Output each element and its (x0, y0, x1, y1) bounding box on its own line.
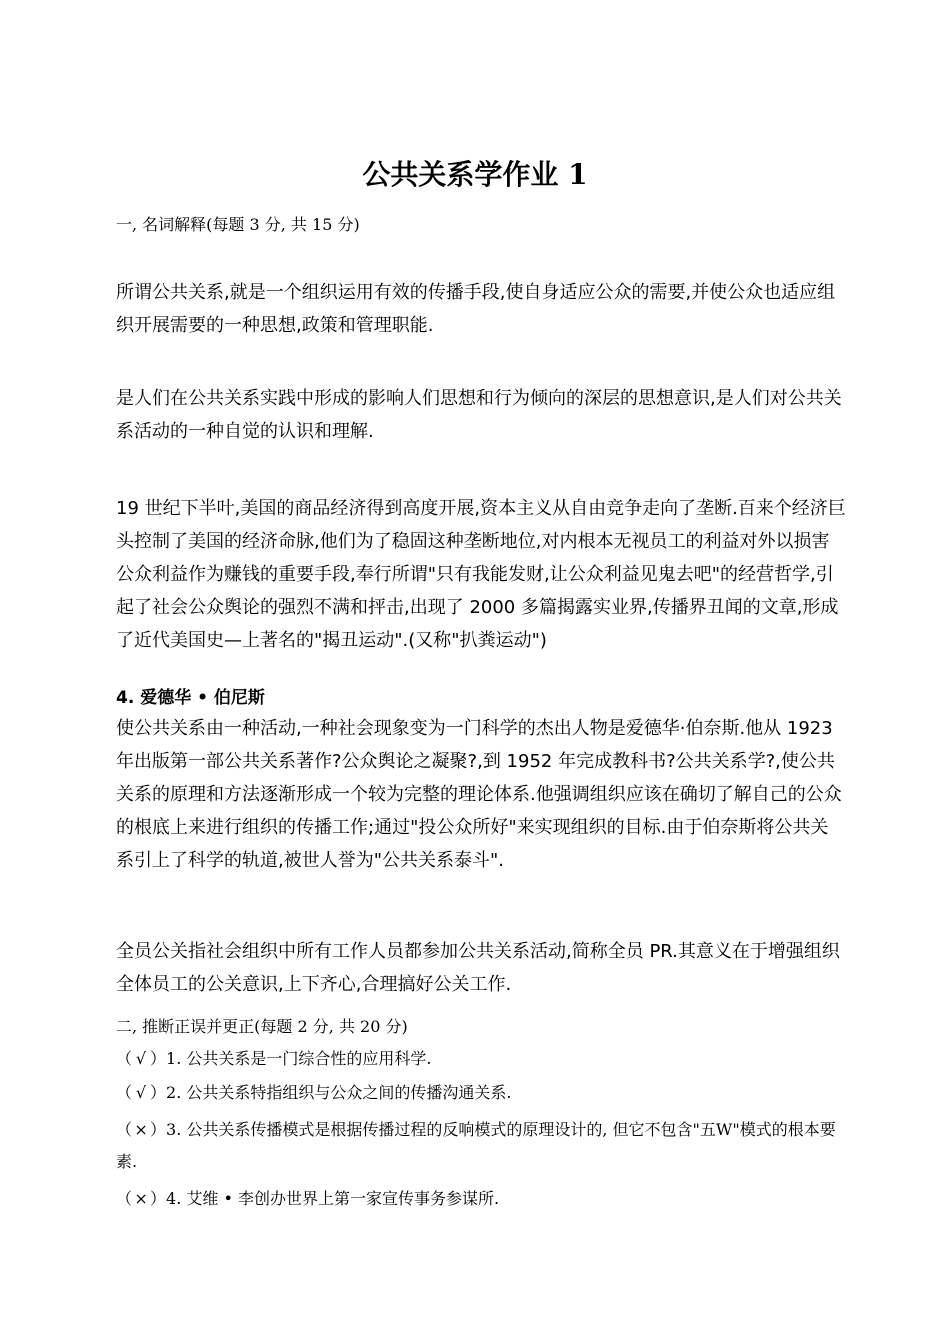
definition-paragraph-2: 是人们在公共关系实践中形成的影响人们思想和行为倾向的深层的思想意识,是人们对公共关系活动的一种自觉的认识和理解. (116, 388, 842, 442)
true-false-item-4 (116, 1183, 846, 1215)
definition-heading-4: 4. 爱德华 • 伯尼斯 (116, 688, 265, 708)
close-paren: ） (150, 1049, 167, 1068)
document-title: 公共关系学作业 1 (362, 158, 588, 191)
open-paren: （ (116, 1189, 133, 1208)
cross-mark-icon: × (134, 1120, 148, 1139)
open-paren: （ (116, 1120, 133, 1139)
section-heading-true-false: 二, 推断正误并更正(每题 2 分, 共 20 分) (116, 1017, 408, 1036)
true-false-statement: 2. 公共关系特指组织与公众之间的传播沟通关系. (166, 1083, 512, 1102)
open-paren: （ (116, 1083, 133, 1102)
true-false-statement: 3. 公共关系传播模式是根据传播过程的反响模式的原理设计的, 但它不包含"五W"模式的根本要素. (116, 1120, 836, 1171)
definition-paragraph-4: 使公共关系由一种活动,一种社会现象变为一门科学的杰出人物是爱德华·伯奈斯.他从 1923 年出版第一部公共关系著作?公众舆论之凝聚?,到 1952 年完成教科书?公共关系学?,使公共关系的原理和方法逐渐形成一个较为完整的理论体系.他强调组织应该在确切了解自己的公众的根底上来进行组织的传播工作;通过"投公众所好"来实现组织的目标.由于伯奈斯将公共关系引上了科学的轨道,被世人誉为"公共关系泰斗". (116, 718, 842, 871)
definition-paragraph-5: 全员公关指社会组织中所有工作人员都参加公共关系活动,简称全员 PR.其意义在于增强组织全体员工的公关意识,上下齐心,合理搞好公关工作. (116, 941, 840, 995)
close-paren: ） (150, 1120, 167, 1139)
true-false-item-3 (116, 1114, 846, 1178)
close-paren: ） (150, 1189, 167, 1208)
section-heading-definitions: 一, 名词解释(每题 3 分, 共 15 分) (116, 215, 360, 234)
check-mark-icon: √ (135, 1083, 147, 1102)
definition-paragraph-3: 19 世纪下半叶,美国的商品经济得到高度开展,资本主义从自由竞争走向了垄断.百来个经济巨头控制了美国的经济命脉,他们为了稳固这种垄断地位,对内根本无视员工的利益对外以损害公众利益作为赚钱的重要手段,奉行所谓"只有我能发财,让公众利益见鬼去吧"的经营哲学,引起了社会公众舆论的强烈不满和抨击,出现了 2000 多篇揭露实业界,传播界丑闻的文章,形成了近代美国史—上著名的"揭丑运动".(又称"扒粪运动") (116, 498, 846, 651)
true-false-statement: 1. 公共关系是一门综合性的应用科学. (166, 1049, 432, 1068)
true-false-statement: 4. 艾维 • 李创办世界上第一家宣传事务参谋所. (166, 1189, 500, 1208)
definition-paragraph-1: 所谓公共关系,就是一个组织运用有效的传播手段,使自身适应公众的需要,并使公众也适应组织开展需要的一种思想,政策和管理职能. (116, 282, 836, 336)
cross-mark-icon: × (134, 1189, 148, 1208)
check-mark-icon: √ (135, 1049, 147, 1068)
true-false-item-1 (116, 1043, 846, 1075)
true-false-item-2 (116, 1077, 846, 1109)
close-paren: ） (150, 1083, 167, 1102)
open-paren: （ (116, 1049, 133, 1068)
